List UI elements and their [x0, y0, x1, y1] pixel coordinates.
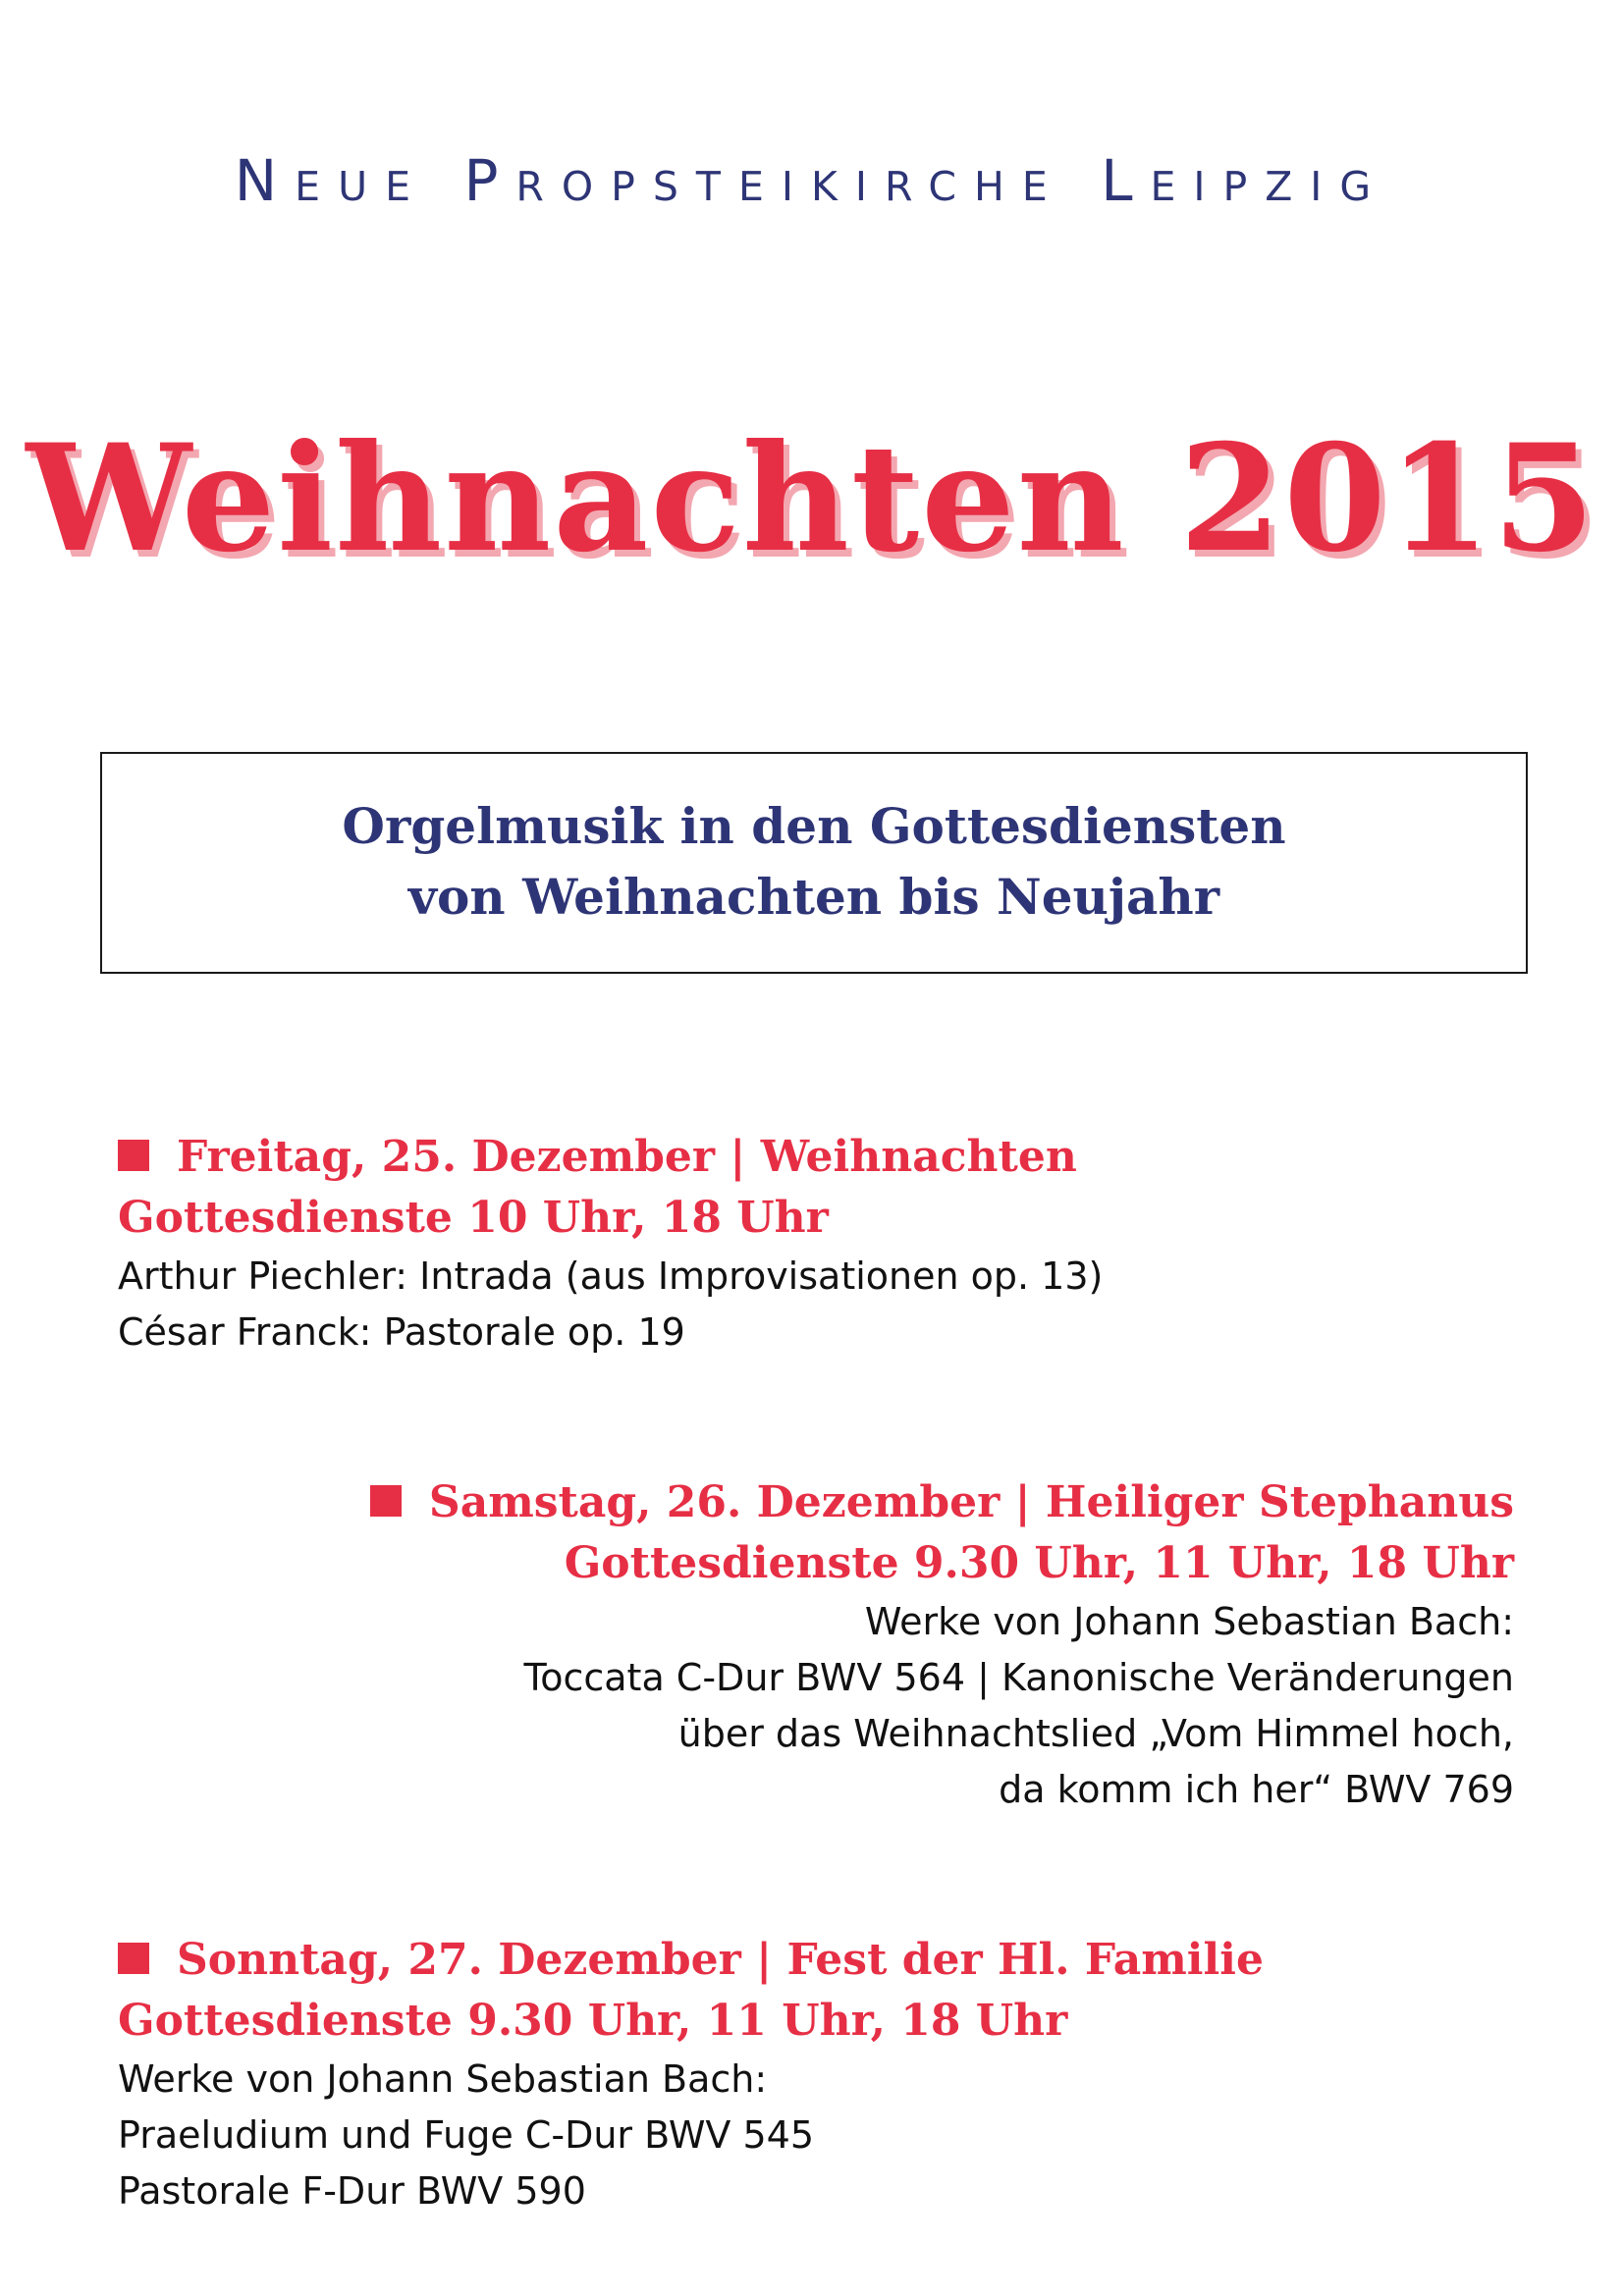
event-heading: [118, 1930, 1542, 1991]
page-title: Weihnachten 2015: [26, 412, 1597, 585]
event-december-25: [118, 1127, 1542, 1361]
program-line: Toccata C-Dur BWV 564 | Kanonische Veränderungen: [523, 1656, 1514, 1699]
event-heading: [118, 1127, 1542, 1188]
event-december-27: [118, 1930, 1542, 2219]
organization-name: Neue Propsteikirche Leipzig: [234, 147, 1389, 214]
event-title: Sonntag, 27. Dezember | Fest der Hl. Familie: [177, 1935, 1264, 1985]
event-services: Gottesdienste 10 Uhr, 18 Uhr: [118, 1193, 829, 1243]
program-line: über das Weihnachtslied „Vom Himmel hoch,: [677, 1712, 1514, 1755]
program-line: Werke von Johann Sebastian Bach:: [118, 2057, 768, 2101]
event-title: Freitag, 25. Dezember | Weihnachten: [177, 1132, 1077, 1182]
square-bullet-icon: [118, 1943, 149, 1974]
square-bullet-icon: [370, 1485, 402, 1517]
subtitle-box: [100, 752, 1528, 974]
event-title: Samstag, 26. Dezember | Heiliger Stephanus: [428, 1477, 1514, 1527]
event-services: Gottesdienste 9.30 Uhr, 11 Uhr, 18 Uhr: [118, 1996, 1068, 2046]
program-line: da komm ich her“ BWV 769: [999, 1768, 1514, 1811]
event-heading: [88, 1472, 1514, 1533]
event-december-26: [88, 1472, 1514, 1818]
subtitle-line-2: von Weihnachten bis Neujahr: [407, 868, 1220, 926]
program-line: Werke von Johann Sebastian Bach:: [864, 1600, 1514, 1643]
program-line: César Franck: Pastorale op. 19: [118, 1310, 685, 1354]
program-line: Praeludium und Fuge C-Dur BWV 545: [118, 2113, 815, 2157]
event-services: Gottesdienste 9.30 Uhr, 11 Uhr, 18 Uhr: [564, 1538, 1514, 1588]
program-line: Arthur Piechler: Intrada (aus Improvisationen op. 13): [118, 1255, 1104, 1298]
program-line: Pastorale F-Dur BWV 590: [118, 2169, 586, 2213]
subtitle-line-1: Orgelmusik in den Gottesdiensten: [342, 797, 1286, 855]
square-bullet-icon: [118, 1140, 149, 1171]
